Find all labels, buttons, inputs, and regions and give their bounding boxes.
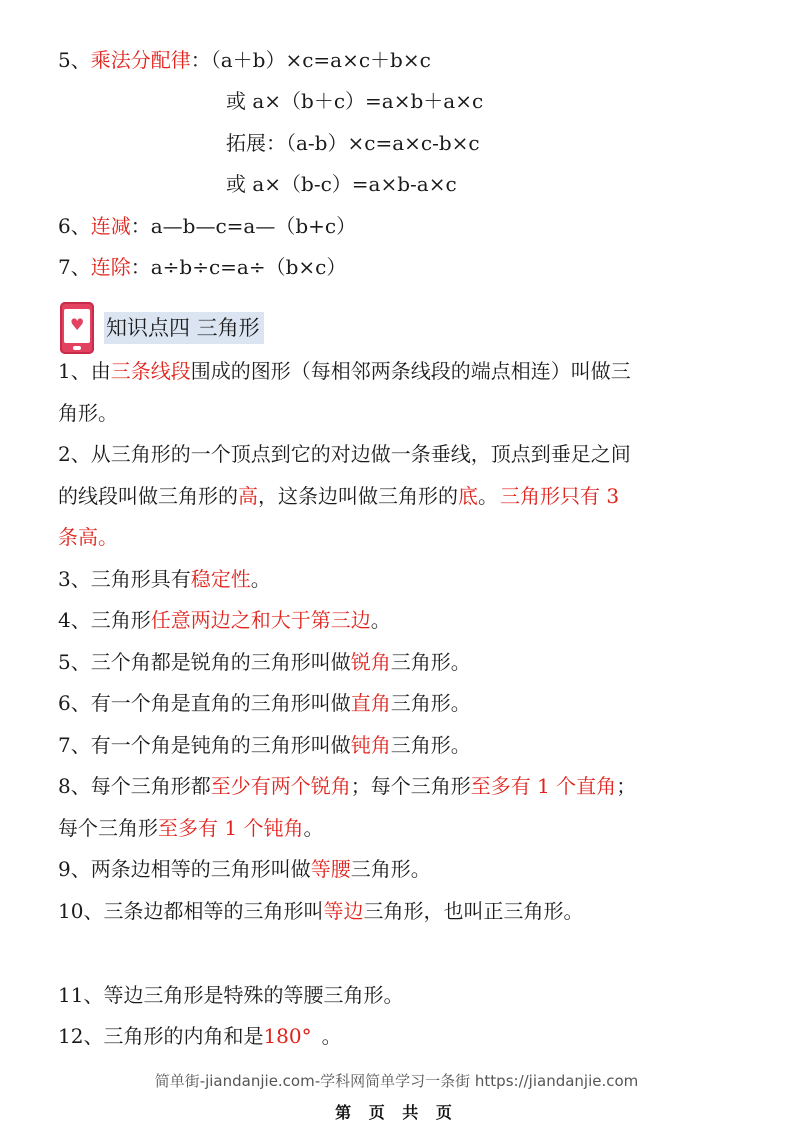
term-highlight: 至多有 1 个钝角	[158, 816, 304, 840]
term-highlight: 连减	[90, 214, 131, 238]
text: 8、每个三角形都	[58, 774, 211, 798]
item-number: 6、	[58, 214, 91, 238]
text: 。	[321, 1024, 342, 1048]
term-highlight: 直角	[350, 691, 391, 715]
text: 。	[303, 816, 324, 840]
formula-extension: 拓展：（a-b）×c=a×c-b×c	[226, 131, 480, 155]
text: 12、三角形的内角和是	[58, 1024, 264, 1048]
list-item	[58, 897, 583, 925]
term-highlight: 三条线段	[110, 359, 191, 383]
text: 三角形。	[390, 733, 471, 757]
text: 3、三角形具有	[58, 567, 191, 591]
list-item	[58, 648, 471, 676]
text: 5、三个角都是锐角的三角形叫做	[58, 650, 351, 674]
formula-consecutive-subtraction	[58, 212, 356, 240]
text: 9、两条边相等的三角形叫做	[58, 857, 311, 881]
term-highlight: 稳定性	[190, 567, 251, 591]
text: 围成的图形（每相邻两条线段的端点相连）叫做三	[190, 359, 631, 383]
term-highlight: 至少有两个锐角	[210, 774, 351, 798]
page-number: 第 页 共 页	[335, 1103, 458, 1122]
text: ；每个三角形	[350, 774, 471, 798]
phone-button	[73, 346, 81, 350]
item-number: 7、	[58, 255, 91, 279]
footer-site-link[interactable]: 简单街-jiandanjie.com-学科网简单学习一条街 https://jiandanjie.com	[154, 1072, 639, 1090]
text: 7、有一个角是钝角的三角形叫做	[58, 733, 351, 757]
list-item	[58, 772, 636, 800]
formula-text: ：（a＋b）×c=a×c＋b×c	[190, 48, 431, 72]
formula-consecutive-division	[58, 253, 346, 281]
text: 的线段叫做三角形的	[58, 484, 238, 508]
list-item-continued: 条高。	[58, 525, 118, 549]
term-highlight: 至多有 1 个直角	[470, 774, 617, 798]
term-highlight: 三角形只有 3	[500, 484, 620, 508]
list-item	[58, 689, 471, 717]
term-highlight: 任意两边之和大于第三边	[150, 608, 371, 632]
term-highlight: 连除	[90, 255, 131, 279]
formula-distributive-alt: 或 a×（b＋c）=a×b＋a×c	[226, 89, 484, 113]
formula-text: ：a—b—c=a—（b+c）	[130, 214, 357, 238]
list-item	[58, 731, 471, 759]
text: 每个三角形	[58, 816, 158, 840]
formula-text: ：a÷b÷c=a÷（b×c）	[130, 255, 347, 279]
text: 三角形。	[390, 691, 471, 715]
term-highlight: 乘法分配律	[90, 48, 191, 72]
phone-heart-icon	[60, 302, 94, 354]
list-item: 11、等边三角形是特殊的等腰三角形。	[58, 983, 404, 1007]
list-item	[58, 606, 391, 634]
term-highlight: 锐角	[350, 650, 391, 674]
text: 6、有一个角是直角的三角形叫做	[58, 691, 351, 715]
section-title: 知识点四 三角形	[104, 312, 264, 344]
text: 4、三角形	[58, 608, 151, 632]
term-highlight: 180°	[263, 1024, 312, 1048]
item-number: 5、	[58, 48, 91, 72]
term-highlight: 高	[238, 484, 258, 508]
list-item-continued	[58, 482, 619, 510]
list-item-continued	[58, 814, 323, 842]
list-item	[58, 357, 631, 385]
term-highlight: 底	[458, 484, 478, 508]
term-highlight: 等腰	[310, 857, 351, 881]
text: 三角形。	[390, 650, 471, 674]
text: ，这条边叫做三角形的	[258, 484, 458, 508]
heart-icon: ♥	[70, 315, 85, 334]
list-item	[58, 855, 431, 883]
phone-screen	[64, 309, 90, 343]
text: 三角形。	[350, 857, 431, 881]
text: ；	[616, 774, 637, 798]
list-item	[58, 565, 271, 593]
list-item	[58, 1022, 342, 1050]
term-highlight: 等边	[323, 899, 364, 923]
text: 。	[250, 567, 271, 591]
list-item-continued: 角形。	[58, 401, 118, 425]
formula-distributive	[58, 46, 431, 74]
formula-extension-alt: 或 a×（b-c）=a×b-a×c	[226, 172, 457, 196]
list-item: 2、从三角形的一个顶点到它的对边做一条垂线，顶点到垂足之间	[58, 442, 631, 466]
term-highlight: 钝角	[350, 733, 391, 757]
text: 10、三条边都相等的三角形叫	[58, 899, 324, 923]
text: 1、由	[58, 359, 111, 383]
text: 。	[370, 608, 391, 632]
text: 。	[478, 484, 498, 508]
text: 三角形，也叫正三角形。	[363, 899, 584, 923]
